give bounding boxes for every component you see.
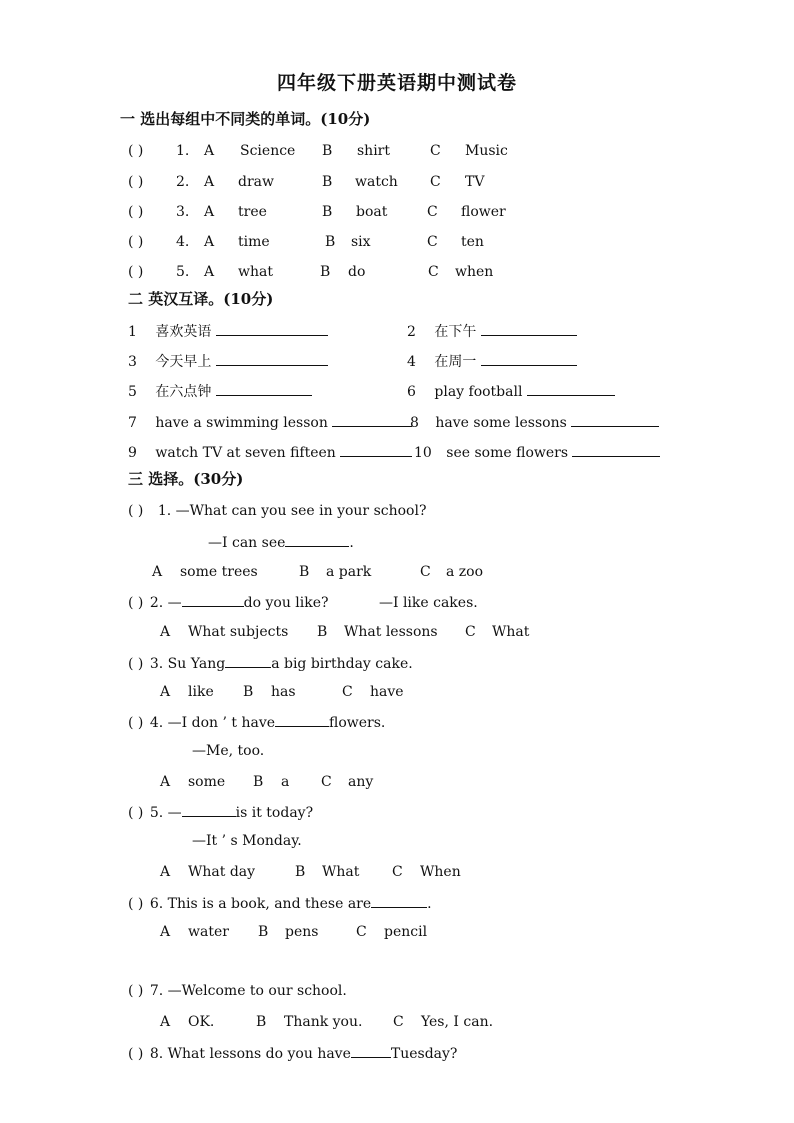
item-number: 9 xyxy=(128,445,137,461)
question-5-options xyxy=(0,863,794,881)
translation-item-3 xyxy=(128,351,328,371)
question-6-options xyxy=(0,923,794,941)
question-1-options xyxy=(0,563,794,581)
question-5 xyxy=(128,802,313,822)
option-a-text: draw xyxy=(238,174,274,190)
question-pre: 8. What lessons do you have xyxy=(149,1046,351,1062)
item-number: 2 xyxy=(407,324,416,340)
option-c-text: Yes, I can. xyxy=(421,1014,494,1030)
option-c-text: when xyxy=(455,264,494,280)
answer-paren[interactable]: ( ) xyxy=(128,595,144,611)
option-a-text: tree xyxy=(238,204,267,220)
option-b-letter: B xyxy=(317,624,328,640)
option-c-text: When xyxy=(420,864,461,880)
question-post: a big birthday cake. xyxy=(271,656,413,672)
option-c-letter: C xyxy=(428,264,439,280)
question-pre: 3. Su Yang xyxy=(149,656,226,672)
answer-blank[interactable] xyxy=(216,381,312,396)
option-b-letter: B xyxy=(258,924,269,940)
option-a-text: Science xyxy=(240,143,296,159)
option-a-text: What day xyxy=(188,864,256,880)
answer-blank[interactable] xyxy=(275,712,329,727)
option-a-text: some trees xyxy=(180,564,258,580)
item-text: play football xyxy=(434,384,523,400)
option-a-letter: A xyxy=(160,684,171,700)
option-b-text: has xyxy=(271,684,296,700)
option-c-letter: C xyxy=(342,684,353,700)
section1-heading: 一 选出每组中不同类的单词。(10分) xyxy=(120,110,371,128)
question-pre: 2. — xyxy=(149,595,182,611)
option-c-text: TV xyxy=(465,174,485,190)
option-a-letter: A xyxy=(204,204,215,220)
answer-paren[interactable]: ( ) xyxy=(128,1046,144,1062)
answer-paren[interactable]: ( ) xyxy=(128,143,144,159)
answer-blank[interactable] xyxy=(340,442,412,457)
item-text: 在周一 xyxy=(434,354,477,370)
option-b-letter: B xyxy=(243,684,254,700)
item-text: 今天早上 xyxy=(155,354,212,370)
translation-item-9 xyxy=(128,442,412,462)
translation-item-4 xyxy=(407,351,577,371)
answer-blank[interactable] xyxy=(481,351,577,366)
option-a-letter: A xyxy=(204,234,215,250)
option-b-text: shirt xyxy=(357,143,390,159)
question-pre: 5. — xyxy=(149,805,182,821)
item-text: have a swimming lesson xyxy=(155,415,328,431)
answer-blank[interactable] xyxy=(527,381,615,396)
option-c-text: have xyxy=(370,684,404,700)
option-b-text: What xyxy=(322,864,360,880)
option-a-letter: A xyxy=(160,624,171,640)
option-a-text: like xyxy=(188,684,214,700)
option-a-text: What subjects xyxy=(188,624,289,640)
item-text: see some flowers xyxy=(446,445,569,461)
answer-blank[interactable] xyxy=(351,1043,391,1058)
item-number: 1. xyxy=(176,143,190,159)
question-7 xyxy=(128,982,347,1000)
question-post: is it today? xyxy=(235,805,314,821)
item-text: 在六点钟 xyxy=(155,384,212,400)
answer-paren[interactable]: ( ) xyxy=(128,264,144,280)
question-3 xyxy=(128,653,413,673)
section1-row-4 xyxy=(0,233,794,251)
translation-item-7 xyxy=(128,412,412,432)
translation-item-8 xyxy=(410,412,659,432)
option-a-text: time xyxy=(238,234,270,250)
question-text: 7. —Welcome to our school. xyxy=(149,983,347,999)
answer-blank[interactable] xyxy=(182,802,236,817)
answer-paren[interactable]: ( ) xyxy=(128,656,144,672)
option-a-text: what xyxy=(238,264,273,280)
answer-blank[interactable] xyxy=(182,592,244,607)
option-b-letter: B xyxy=(256,1014,267,1030)
option-c-letter: C xyxy=(321,774,332,790)
option-c-text: a zoo xyxy=(446,564,484,580)
question-3-options xyxy=(0,683,794,701)
option-c-letter: C xyxy=(393,1014,404,1030)
option-b-text: six xyxy=(351,234,371,250)
answer-paren[interactable]: ( ) xyxy=(128,174,144,190)
reply-end: . xyxy=(349,535,354,551)
question-pre: 4. —I don ’ t have xyxy=(149,715,276,731)
answer-blank[interactable] xyxy=(216,321,328,336)
option-b-text: boat xyxy=(356,204,388,220)
option-b-letter: B xyxy=(253,774,264,790)
section2-heading: 二 英汉互译。(10分) xyxy=(128,290,274,308)
question-reply: —I like cakes. xyxy=(378,595,478,611)
item-number: 4. xyxy=(176,234,190,250)
option-b-text: pens xyxy=(285,924,319,940)
question-2 xyxy=(128,592,478,612)
item-number: 7 xyxy=(128,415,137,431)
section1-row-5 xyxy=(0,263,794,281)
option-c-text: What xyxy=(492,624,530,640)
question-text: 1. —What can you see in your school? xyxy=(157,503,427,519)
option-b-text: Thank you. xyxy=(284,1014,363,1030)
answer-paren[interactable]: ( ) xyxy=(128,715,144,731)
option-c-text: Music xyxy=(465,143,508,159)
section1-row-1 xyxy=(0,142,794,160)
question-post: . xyxy=(427,896,432,912)
answer-blank[interactable] xyxy=(225,653,271,668)
option-c-letter: C xyxy=(427,204,438,220)
answer-paren[interactable]: ( ) xyxy=(128,896,144,912)
question-1 xyxy=(128,502,426,520)
item-number: 4 xyxy=(407,354,416,370)
item-number: 10 xyxy=(414,445,432,461)
option-b-text: a park xyxy=(326,564,372,580)
option-b-text: do xyxy=(348,264,366,280)
option-c-letter: C xyxy=(430,174,441,190)
item-text: 在下午 xyxy=(434,324,477,340)
item-number: 1 xyxy=(128,324,137,340)
item-number: 3 xyxy=(128,354,137,370)
option-c-letter: C xyxy=(427,234,438,250)
item-text: 喜欢英语 xyxy=(155,324,212,340)
item-number: 2. xyxy=(176,174,190,190)
option-a-letter: A xyxy=(160,924,171,940)
item-number: 8 xyxy=(410,415,419,431)
option-c-letter: C xyxy=(356,924,367,940)
option-b-letter: B xyxy=(325,234,336,250)
option-c-text: ten xyxy=(461,234,484,250)
option-a-letter: A xyxy=(152,564,163,580)
option-c-letter: C xyxy=(392,864,403,880)
option-a-text: water xyxy=(188,924,229,940)
item-number: 3. xyxy=(176,204,190,220)
question-post: do you like? xyxy=(243,595,329,611)
option-b-text: a xyxy=(281,774,290,790)
answer-blank[interactable] xyxy=(332,412,412,427)
question-1-reply xyxy=(208,532,354,552)
option-a-letter: A xyxy=(160,1014,171,1030)
item-number: 6 xyxy=(407,384,416,400)
option-b-text: What lessons xyxy=(344,624,438,640)
question-4 xyxy=(128,712,385,732)
answer-paren[interactable]: ( ) xyxy=(128,805,144,821)
option-a-text: some xyxy=(188,774,226,790)
answer-blank[interactable] xyxy=(571,412,659,427)
option-b-letter: B xyxy=(322,174,333,190)
item-text: have some lessons xyxy=(435,415,567,431)
answer-blank[interactable] xyxy=(371,893,427,908)
question-7-options xyxy=(0,1013,794,1031)
translation-item-10 xyxy=(414,442,660,462)
question-4-reply: —Me, too. xyxy=(192,743,265,759)
option-c-letter: C xyxy=(420,564,431,580)
option-c-text: flower xyxy=(461,204,506,220)
option-c-letter: C xyxy=(465,624,476,640)
question-post: flowers. xyxy=(329,715,386,731)
question-5-reply: —It ’ s Monday. xyxy=(192,833,302,849)
option-b-letter: B xyxy=(299,564,310,580)
option-b-text: watch xyxy=(355,174,398,190)
question-4-options xyxy=(0,773,794,791)
option-b-letter: B xyxy=(295,864,306,880)
option-b-letter: B xyxy=(322,204,333,220)
option-a-letter: A xyxy=(204,174,215,190)
translation-item-5 xyxy=(128,381,312,401)
option-a-letter: A xyxy=(160,864,171,880)
option-b-letter: B xyxy=(322,143,333,159)
section3-heading: 三 选择。(30分) xyxy=(128,470,244,488)
answer-blank[interactable] xyxy=(481,321,577,336)
question-post: Tuesday? xyxy=(390,1046,458,1062)
answer-paren[interactable]: ( ) xyxy=(128,204,144,220)
answer-blank[interactable] xyxy=(572,442,660,457)
option-c-text: pencil xyxy=(384,924,428,940)
translation-item-6 xyxy=(407,381,615,401)
section1-row-2 xyxy=(0,173,794,191)
option-c-text: any xyxy=(348,774,374,790)
option-a-letter: A xyxy=(160,774,171,790)
reply-text: —I can see xyxy=(208,535,286,551)
item-number: 5. xyxy=(176,264,190,280)
section1-row-3 xyxy=(0,203,794,221)
question-2-options xyxy=(0,623,794,641)
translation-item-2 xyxy=(407,321,577,341)
answer-paren[interactable]: ( ) xyxy=(128,503,144,519)
question-pre: 6. This is a book, and these are xyxy=(149,896,372,912)
item-number: 5 xyxy=(128,384,137,400)
answer-blank[interactable] xyxy=(285,532,349,547)
item-text: watch TV at seven fifteen xyxy=(155,445,336,461)
option-a-letter: A xyxy=(204,143,215,159)
page-title: 四年级下册英语期中测试卷 xyxy=(276,72,517,94)
option-a-letter: A xyxy=(204,264,215,280)
question-6 xyxy=(128,893,432,913)
question-8 xyxy=(128,1043,457,1063)
answer-paren[interactable]: ( ) xyxy=(128,983,144,999)
translation-item-1 xyxy=(128,321,328,341)
option-b-letter: B xyxy=(320,264,331,280)
answer-paren[interactable]: ( ) xyxy=(128,234,144,250)
answer-blank[interactable] xyxy=(216,351,328,366)
option-a-text: OK. xyxy=(188,1014,215,1030)
option-c-letter: C xyxy=(430,143,441,159)
